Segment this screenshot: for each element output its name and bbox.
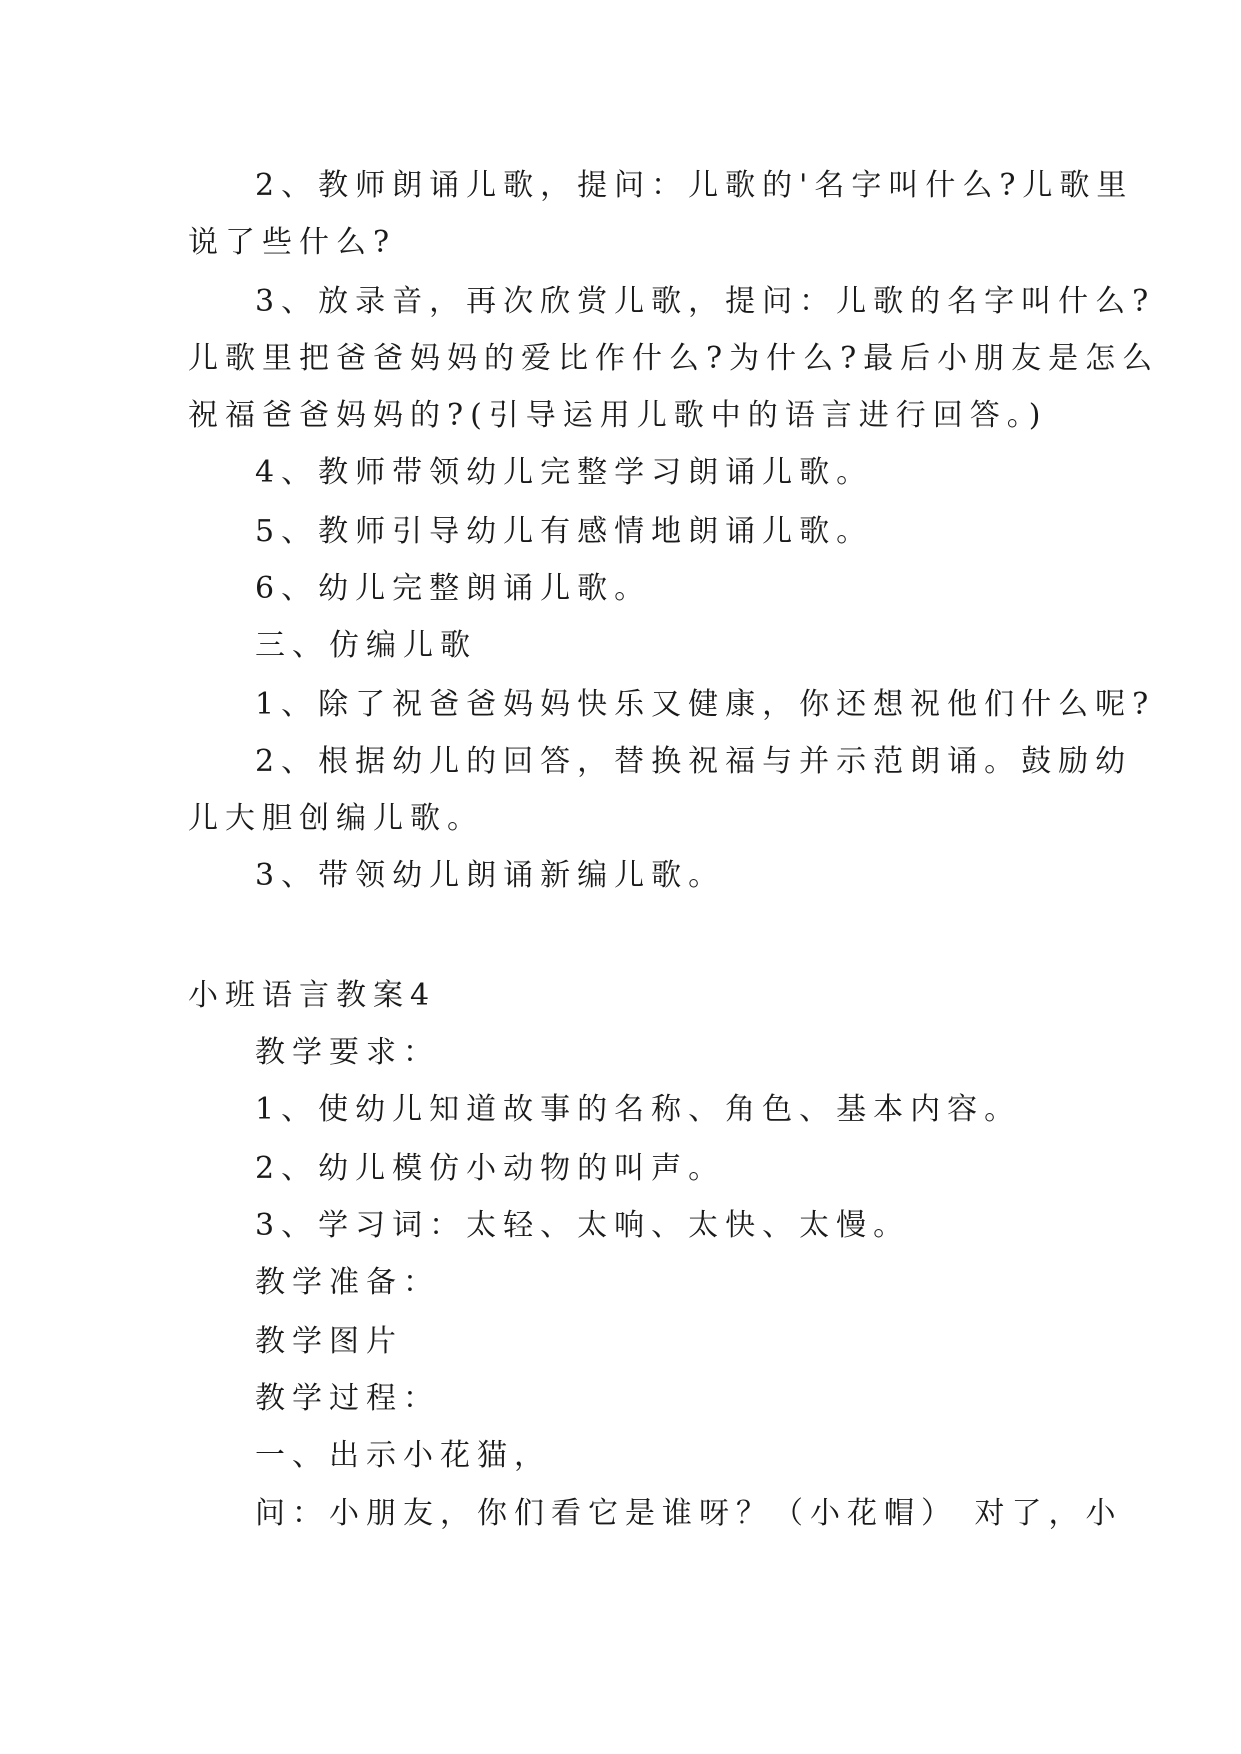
text-line: 6、幼儿完整朗诵儿歌。 [255,571,652,606]
text-line: 教学图片 [255,1324,403,1359]
text-line: 3、学习词：太轻、太响、太快、太慢。 [255,1208,911,1243]
text-line: 说了些什么? [188,225,397,260]
text-line: 祝福爸爸妈妈的?(引导运用儿歌中的语言进行回答。) [188,398,1048,433]
text-line: 2、根据幼儿的回答，替换祝福与并示范朗诵。鼓励幼 [255,744,1133,779]
section-heading: 教学过程： [255,1381,440,1416]
text-line: 5、教师引导幼儿有感情地朗诵儿歌。 [255,514,874,549]
section-heading: 教学要求： [255,1035,440,1070]
section-heading: 三、仿编儿歌 [255,628,477,663]
text-line: 2、幼儿模仿小动物的叫声。 [255,1151,726,1186]
text-line: 一、出示小花猫， [255,1438,551,1473]
text-line: 儿大胆创编儿歌。 [188,801,484,836]
text-line: 4、教师带领幼儿完整学习朗诵儿歌。 [255,455,874,490]
text-line: 1、使幼儿知道故事的名称、角色、基本内容。 [255,1092,1022,1127]
text-line: 问：小朋友，你们看它是谁呀？（小花帽） 对了，小 [255,1496,1123,1531]
document-title: 小班语言教案4 [188,978,437,1013]
text-line: 1、除了祝爸爸妈妈快乐又健康，你还想祝他们什么呢? [255,687,1156,722]
section-heading: 教学准备： [255,1265,440,1300]
text-line: 儿歌里把爸爸妈妈的爱比作什么?为什么?最后小朋友是怎么 [188,341,1160,376]
text-line: 3、放录音，再次欣赏儿歌，提问：儿歌的名字叫什么? [255,284,1156,319]
text-line: 2、教师朗诵儿歌，提问：儿歌的'名字叫什么?儿歌里 [255,168,1134,203]
text-line: 3、带领幼儿朗诵新编儿歌。 [255,858,726,893]
